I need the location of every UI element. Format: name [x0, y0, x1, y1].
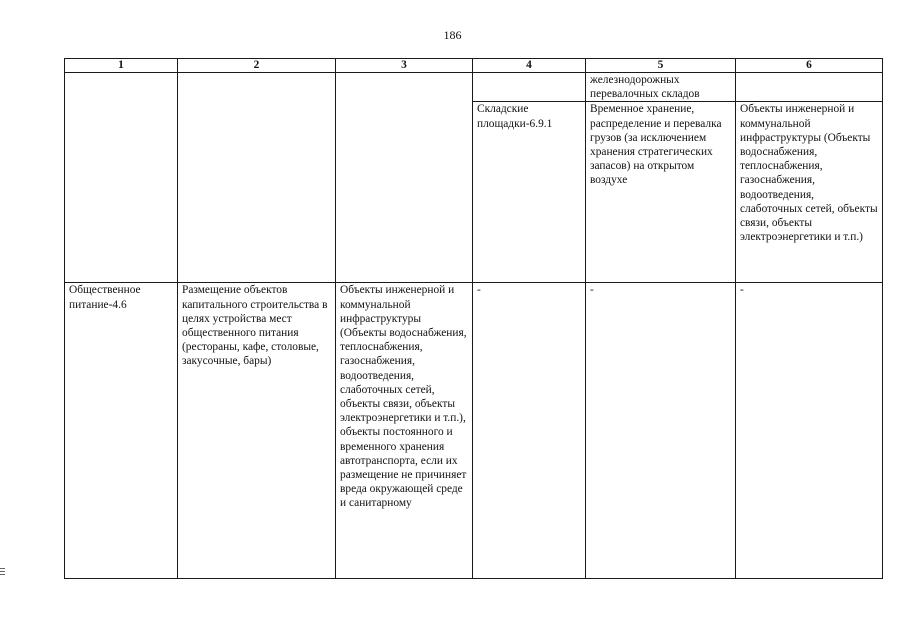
allowed-objects: Объекты инженерной и коммунальной инфраструктуры (Объекты водоснабжения, теплоснабжения, газоснабжения, водоотведения, слаботочных сетей, объекты связи, объекты электроэнергетики и т.п.) — [740, 103, 878, 244]
land-use-type: Складские площадки-6.9.1 — [477, 103, 553, 130]
row2-col6-cell — [736, 283, 883, 579]
header-row — [65, 59, 883, 73]
scan-edge-mark — [0, 568, 5, 577]
land-use-description: Временное хранение, распределение и перевалка грузов (за исключением хранения стратегических запасов) на открытом воздухе — [590, 103, 722, 187]
row2-col1-cell — [65, 283, 178, 579]
header-col-1: 1 — [65, 59, 178, 73]
row1-col6-top-cell — [736, 73, 883, 102]
empty-dash: - — [590, 284, 594, 297]
continued-text: железнодорожных перевалочных складов — [590, 74, 700, 101]
header-col-6: 6 — [736, 59, 883, 73]
scan-edge-line — [0, 574, 5, 577]
table-row — [65, 73, 883, 102]
empty-dash: - — [477, 284, 481, 297]
row2-col5-cell — [586, 283, 736, 579]
header-col-3: 3 — [336, 59, 473, 73]
row2-col3-cell — [336, 283, 473, 579]
page-number: 186 — [443, 28, 462, 42]
header-col-4: 4 — [473, 59, 586, 73]
table-row — [65, 283, 883, 579]
header-col-5: 5 — [586, 59, 736, 73]
row1-col2-cell — [178, 73, 336, 283]
row1-col1-cell — [65, 73, 178, 283]
row1-col3-cell — [336, 73, 473, 283]
row2-col2-cell — [178, 283, 336, 579]
row1-col4-cell — [473, 102, 586, 283]
land-use-description: Размещение объектов капитального строительства в целях устройства мест общественного питания (рестораны, кафе, столовые, закусочные, бары) — [182, 284, 328, 368]
empty-dash: - — [740, 284, 744, 297]
allowed-objects: Объекты инженерной и коммунальной инфраструктуры (Объекты водоснабжения, теплоснабжения, газоснабжения, водоотведения, слаботочных сетей, объекты связи, объекты электроэнергетики и т.п.), объекты постоянного и временного хранения автотранспорта, если их размещение не причиняет вреда окружающей среде и санитарному — [340, 284, 467, 510]
land-use-type: Общественное питание-4.6 — [69, 284, 141, 311]
header-col-2: 2 — [178, 59, 336, 73]
row1-col5-top-cell — [586, 73, 736, 102]
row1-col6-cell — [736, 102, 883, 283]
row1-col5-cell — [586, 102, 736, 283]
zoning-table — [64, 58, 883, 579]
row2-col4-cell — [473, 283, 586, 579]
row1-col4-top-cell — [473, 73, 586, 102]
